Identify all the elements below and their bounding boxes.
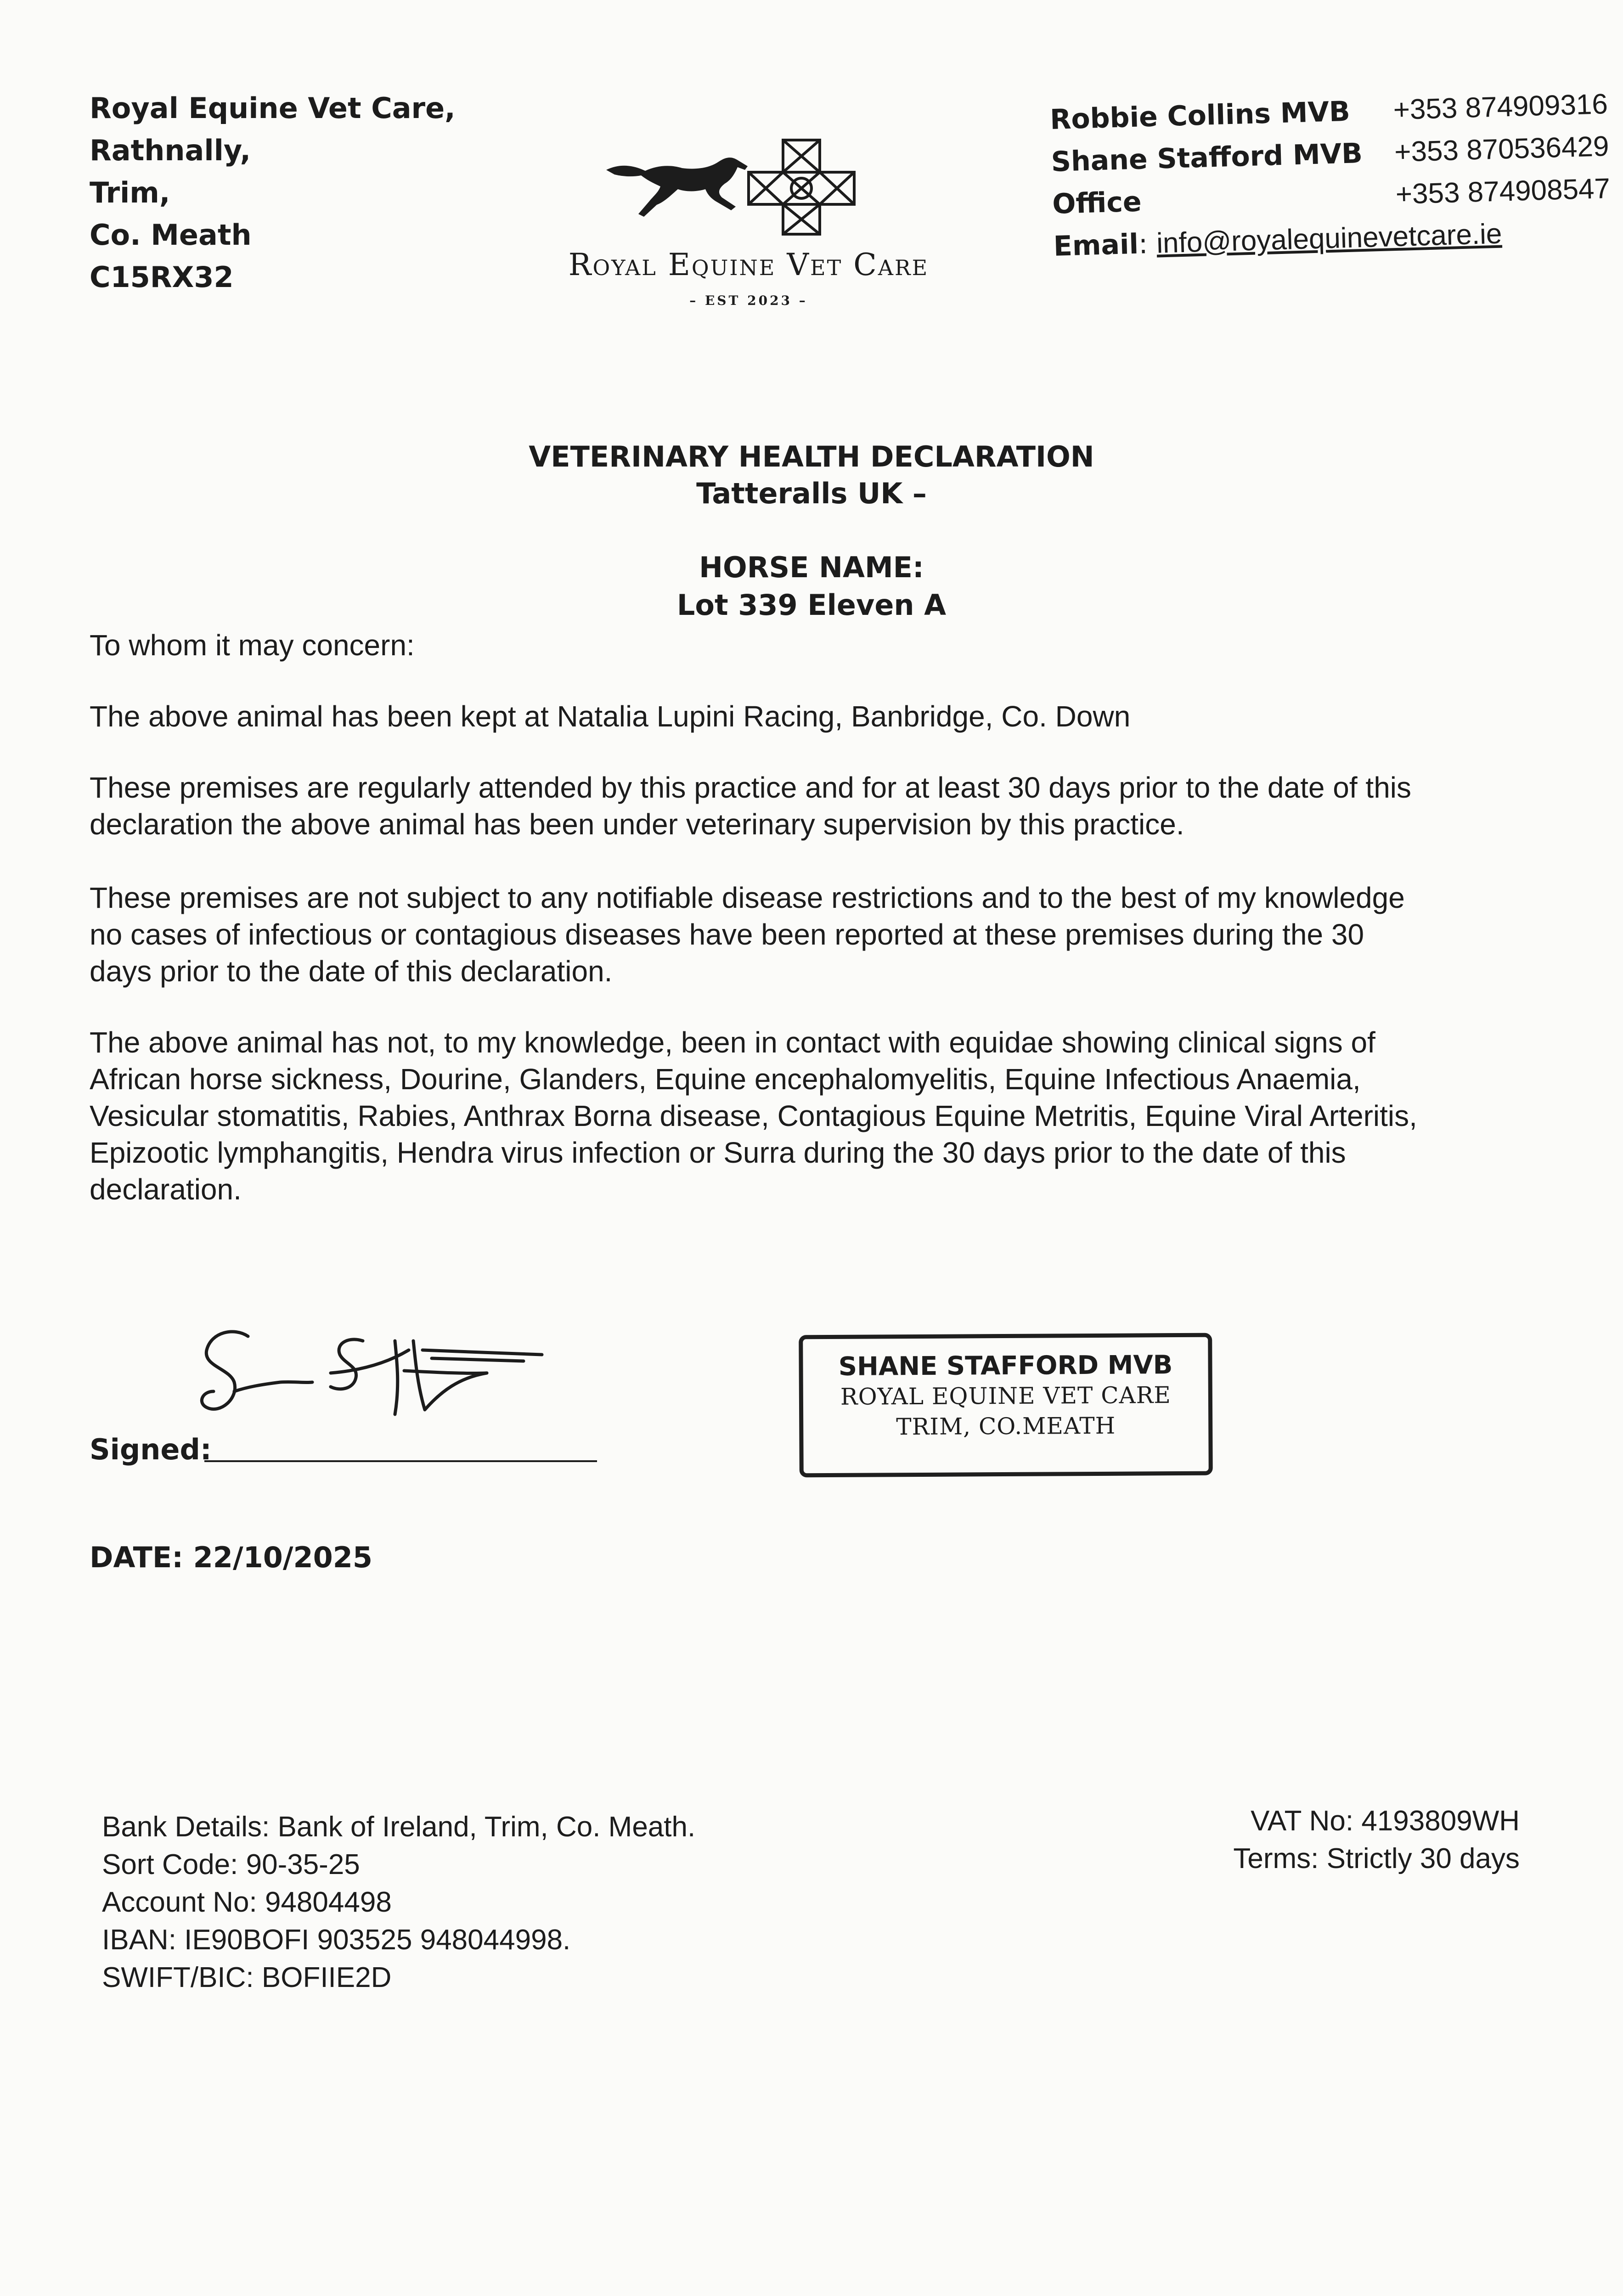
bank-line: Sort Code: 90-35-25 [102,1849,360,1880]
galloping-horse-icon [606,158,748,217]
contact-name: Office [1052,186,1142,220]
declaration-date: DATE: 22/10/2025 [90,1541,373,1574]
payment-terms: Terms: Strictly 30 days [1233,1843,1520,1874]
paragraph-line: Epizootic lymphangitis, Hendra virus infection or Surra during the 30 days prior to the date of this [90,1136,1346,1169]
contact-phone: +353 874908547 [1395,172,1611,211]
paragraph-restrictions [90,879,1559,990]
company-logo [533,138,964,326]
vat-number: VAT No: 4193809WH [1251,1805,1520,1837]
sender-line: Royal Equine Vet Care, [90,91,456,125]
contact-details [1049,83,1612,268]
contact-name: Shane Stafford MVB [1050,137,1363,178]
paragraph-premises [90,698,1559,735]
handwritten-signature [193,1322,588,1442]
contact-phone: +353 870536429 [1394,130,1610,169]
sender-line: Co. Meath [90,218,252,252]
email-label: Email [1053,228,1139,263]
paragraph-line: These premises are regularly attended by this practice and for at least 30 days prior to the date of this [90,771,1411,804]
bank-line: IBAN: IE90BOFI 903525 948044998. [102,1924,571,1956]
document-title [0,439,1623,512]
bank-line: Account No: 94804498 [102,1886,392,1918]
bank-line: Bank Details: Bank of Ireland, Trim, Co. Meath. [102,1811,696,1843]
paragraph-line: days prior to the date of this declaration. [90,955,613,988]
paragraph-line: African horse sickness, Dourine, Glanders, Equine encephalomyelitis, Equine Infectious Anaemia, [90,1063,1361,1096]
stamp-vet-name: SHANE STAFFORD MVB [838,1350,1173,1382]
salutation: To whom it may concern: [90,629,415,662]
email-colon: : [1138,227,1157,260]
sender-line: C15RX32 [90,260,234,294]
paragraph-diseases [90,1024,1559,1208]
bank-details [102,1808,695,1997]
paragraph-line: declaration. [90,1173,242,1206]
horse-cross-logo-icon [602,138,896,239]
stamp-practice: ROYAL EQUINE VET CARE [840,1382,1171,1410]
contact-name: Robbie Collins MVB [1049,95,1351,136]
paragraph-line: These premises are not subject to any notifiable disease restrictions and to the best of my knowledge [90,881,1405,914]
paragraph-line: The above animal has not, to my knowledge, been in contact with equidae showing clinical signs of [90,1026,1375,1059]
signed-label: Signed: [90,1433,212,1466]
declaration-title: VETERINARY HEALTH DECLARATION [529,440,1094,473]
paragraph-supervision [90,769,1559,843]
vet-stamp [799,1333,1213,1478]
paragraph-line: no cases of infectious or contagious diseases have been reported at these premises during the 30 [90,918,1364,951]
signature-line [204,1460,597,1462]
logo-company-name: Royal Equine Vet Care [568,247,929,282]
sender-line: Trim, [90,176,170,209]
horse-name-label: HORSE NAME: [699,551,924,584]
paragraph-line: declaration the above animal has been under veterinary supervision by this practice. [90,808,1184,841]
contact-phone: +353 874909316 [1392,88,1608,126]
logo-established: – EST 2023 – [689,293,808,308]
celtic-cross-icon [749,140,854,234]
bank-line: SWIFT/BIC: BOFIIE2D [102,1962,392,1993]
stamp-location: TRIM, CO.MEATH [896,1412,1116,1441]
paragraph-line: The above animal has been kept at Natalia Lupini Racing, Banbridge, Co. Down [90,700,1131,733]
declaration-subtitle: Tatteralls UK – [696,477,927,510]
sender-line: Rathnally, [90,134,251,167]
vat-details [1233,1802,1520,1878]
email-link[interactable]: info@royalequinevetcare.ie [1156,218,1503,259]
horse-name-block [0,549,1623,624]
horse-name-value: Lot 339 Eleven A [676,588,947,622]
sender-address [90,87,456,298]
paragraph-line: Vesicular stomatitis, Rabies, Anthrax Borna disease, Contagious Equine Metritis, Equine Viral Arteritis, [90,1099,1417,1132]
